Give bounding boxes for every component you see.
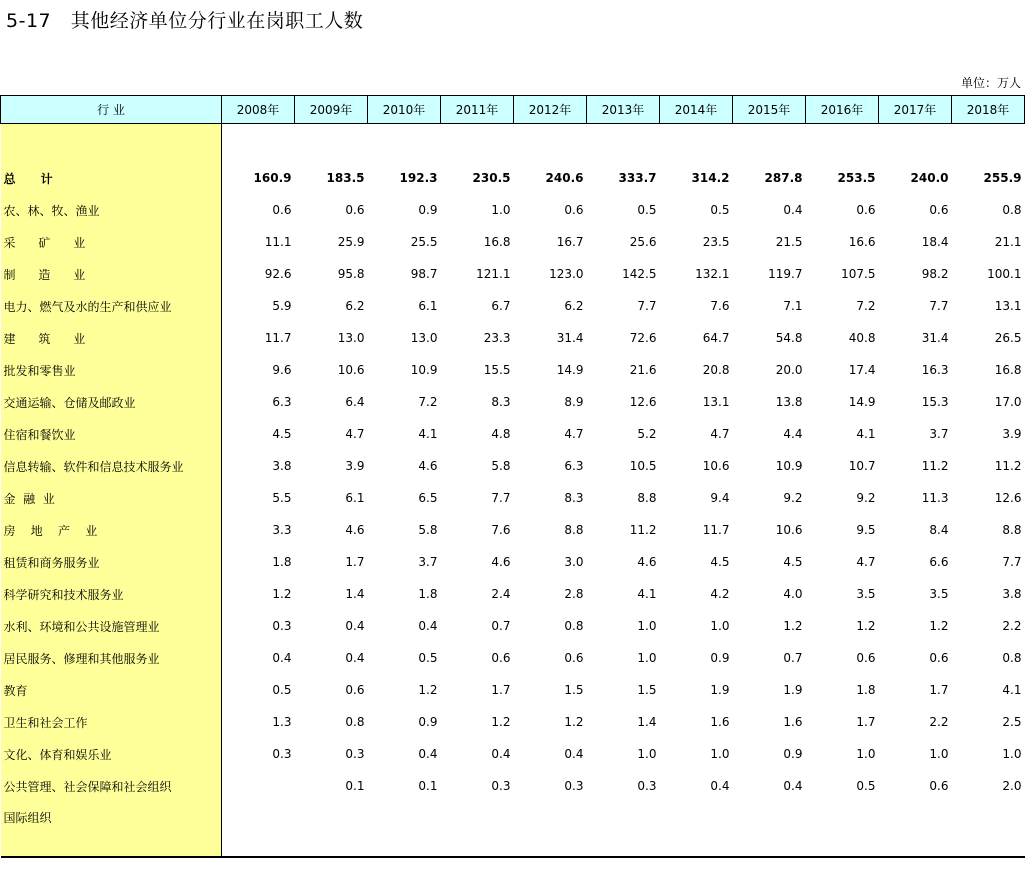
value-cell: 3.5 xyxy=(929,587,949,601)
value-cell: 6.6 xyxy=(929,555,949,569)
value-cell: 26.5 xyxy=(994,331,1022,345)
value-cell xyxy=(806,802,879,857)
value-cell: 7.7 xyxy=(929,299,949,313)
value-cell: 1.0 xyxy=(637,747,657,761)
value-cell: 0.4 xyxy=(345,651,365,665)
value-cell: 0.8 xyxy=(345,715,365,729)
value-cell: 100.1 xyxy=(987,267,1022,281)
value-cell: 6.3 xyxy=(272,395,292,409)
industry-label: 科学研究和技术服务业 xyxy=(1,578,222,610)
value-cell: 0.4 xyxy=(564,747,584,761)
value-cell: 4.1 xyxy=(856,427,876,441)
value-cell: 8.8 xyxy=(1002,523,1022,537)
value-cell: 1.8 xyxy=(418,587,438,601)
value-cell: 7.1 xyxy=(783,299,803,313)
value-cell: 25.9 xyxy=(337,235,365,249)
industry-label: 采 矿 业 xyxy=(1,226,222,258)
value-cell: 4.6 xyxy=(345,523,365,537)
value-cell: 16.7 xyxy=(556,235,584,249)
value-cell: 287.8 xyxy=(764,171,803,185)
value-cell: 4.6 xyxy=(418,459,438,473)
value-cell: 8.4 xyxy=(929,523,949,537)
value-cell: 0.4 xyxy=(345,619,365,633)
value-cell: 1.8 xyxy=(856,683,876,697)
value-cell: 8.8 xyxy=(564,523,584,537)
industry-label: 交通运输、仓储及邮政业 xyxy=(1,386,222,418)
value-cell: 13.0 xyxy=(337,331,365,345)
value-cell: 1.2 xyxy=(491,715,511,729)
header-year: 2015年 xyxy=(733,96,806,124)
value-cell: 0.6 xyxy=(272,203,292,217)
value-cell: 6.7 xyxy=(491,299,511,313)
value-cell: 21.1 xyxy=(994,235,1022,249)
value-cell: 0.8 xyxy=(564,619,584,633)
value-cell: 1.2 xyxy=(856,619,876,633)
value-cell: 1.0 xyxy=(491,203,511,217)
value-cell: 0.6 xyxy=(929,651,949,665)
header-year: 2016年 xyxy=(806,96,879,124)
value-cell: 12.6 xyxy=(994,491,1022,505)
value-cell: 6.4 xyxy=(345,395,365,409)
value-cell: 4.7 xyxy=(564,427,584,441)
industry-label: 公共管理、社会保障和社会组织 xyxy=(1,770,222,802)
value-cell: 16.8 xyxy=(994,363,1022,377)
value-cell: 1.2 xyxy=(272,587,292,601)
value-cell: 1.3 xyxy=(272,715,292,729)
industry-label: 水利、环境和公共设施管理业 xyxy=(1,610,222,642)
value-cell: 4.6 xyxy=(491,555,511,569)
value-cell: 11.2 xyxy=(994,459,1022,473)
value-cell: 72.6 xyxy=(629,331,657,345)
value-cell: 17.4 xyxy=(848,363,876,377)
value-cell: 1.2 xyxy=(929,619,949,633)
unit-label: 单位：万人 xyxy=(960,76,1021,90)
table-row xyxy=(1,482,1025,514)
value-cell: 6.3 xyxy=(564,459,584,473)
value-cell: 0.7 xyxy=(491,619,511,633)
value-cell: 14.9 xyxy=(848,395,876,409)
value-cell xyxy=(295,802,368,857)
table-row xyxy=(1,386,1025,418)
value-cell: 31.4 xyxy=(921,331,949,345)
value-cell: 1.7 xyxy=(345,555,365,569)
value-cell: 5.8 xyxy=(418,523,438,537)
value-cell: 0.6 xyxy=(564,651,584,665)
value-cell: 15.3 xyxy=(921,395,949,409)
value-cell: 13.1 xyxy=(994,299,1022,313)
value-cell: 1.2 xyxy=(783,619,803,633)
value-cell xyxy=(441,802,514,857)
value-cell: 253.5 xyxy=(837,171,876,185)
value-cell: 0.4 xyxy=(710,779,730,793)
table-row xyxy=(1,578,1025,610)
value-cell: 1.9 xyxy=(710,683,730,697)
value-cell: 7.2 xyxy=(418,395,438,409)
industry-label: 卫生和社会工作 xyxy=(1,706,222,738)
industry-label: 居民服务、修理和其他服务业 xyxy=(1,642,222,674)
industry-label: 文化、体育和娱乐业 xyxy=(1,738,222,770)
value-cell xyxy=(879,802,952,857)
value-cell: 4.5 xyxy=(710,555,730,569)
value-cell: 1.4 xyxy=(345,587,365,601)
value-cell: 3.7 xyxy=(929,427,949,441)
value-cell: 9.4 xyxy=(710,491,730,505)
value-cell xyxy=(660,802,733,857)
table-row xyxy=(1,802,1025,857)
header-industry: 行 业 xyxy=(1,96,222,124)
value-cell: 0.5 xyxy=(418,651,438,665)
header-year: 2008年 xyxy=(222,96,295,124)
value-cell: 12.6 xyxy=(629,395,657,409)
value-cell: 3.0 xyxy=(564,555,584,569)
value-cell: 255.9 xyxy=(983,171,1022,185)
value-cell: 10.7 xyxy=(848,459,876,473)
header-row xyxy=(1,96,1025,124)
value-cell: 1.5 xyxy=(564,683,584,697)
value-cell: 9.5 xyxy=(856,523,876,537)
industry-label: 批发和零售业 xyxy=(1,354,222,386)
value-cell xyxy=(222,770,295,802)
table-row xyxy=(1,322,1025,354)
value-cell: 333.7 xyxy=(618,171,657,185)
value-cell: 192.3 xyxy=(399,171,438,185)
value-cell: 0.4 xyxy=(418,619,438,633)
value-cell: 0.8 xyxy=(1002,651,1022,665)
value-cell: 1.7 xyxy=(856,715,876,729)
value-cell: 107.5 xyxy=(841,267,876,281)
value-cell: 98.7 xyxy=(410,267,438,281)
value-cell: 8.9 xyxy=(564,395,584,409)
value-cell: 1.0 xyxy=(856,747,876,761)
industry-label: 农、林、牧、渔业 xyxy=(1,194,222,226)
value-cell: 240.0 xyxy=(910,171,949,185)
value-cell: 11.7 xyxy=(702,523,730,537)
value-cell: 1.7 xyxy=(929,683,949,697)
value-cell: 16.3 xyxy=(921,363,949,377)
value-cell: 142.5 xyxy=(622,267,657,281)
table-row xyxy=(1,450,1025,482)
value-cell: 4.8 xyxy=(491,427,511,441)
value-cell: 9.2 xyxy=(783,491,803,505)
value-cell: 3.8 xyxy=(1002,587,1022,601)
value-cell: 1.0 xyxy=(637,619,657,633)
value-cell: 4.2 xyxy=(710,587,730,601)
value-cell: 3.8 xyxy=(272,459,292,473)
value-cell: 0.6 xyxy=(564,203,584,217)
value-cell: 16.6 xyxy=(848,235,876,249)
header-year: 2011年 xyxy=(441,96,514,124)
value-cell xyxy=(222,802,295,857)
value-cell: 5.2 xyxy=(637,427,657,441)
table-row xyxy=(1,354,1025,386)
value-cell: 0.3 xyxy=(272,619,292,633)
value-cell: 121.1 xyxy=(476,267,511,281)
value-cell: 64.7 xyxy=(702,331,730,345)
value-cell: 6.5 xyxy=(418,491,438,505)
value-cell: 23.3 xyxy=(483,331,511,345)
value-cell: 6.1 xyxy=(345,491,365,505)
value-cell: 4.7 xyxy=(856,555,876,569)
value-cell: 25.6 xyxy=(629,235,657,249)
value-cell: 6.2 xyxy=(564,299,584,313)
value-cell: 0.3 xyxy=(637,779,657,793)
value-cell: 4.5 xyxy=(783,555,803,569)
industry-label: 制 造 业 xyxy=(1,258,222,290)
value-cell: 1.7 xyxy=(491,683,511,697)
value-cell: 2.5 xyxy=(1002,715,1022,729)
value-cell: 11.2 xyxy=(629,523,657,537)
value-cell: 13.1 xyxy=(702,395,730,409)
header-year: 2018年 xyxy=(952,96,1025,124)
table-row xyxy=(1,738,1025,770)
value-cell: 0.4 xyxy=(783,779,803,793)
value-cell: 11.3 xyxy=(921,491,949,505)
table-row xyxy=(1,194,1025,226)
value-cell: 23.5 xyxy=(702,235,730,249)
value-cell: 7.6 xyxy=(710,299,730,313)
value-cell: 8.3 xyxy=(491,395,511,409)
value-cell: 1.2 xyxy=(564,715,584,729)
value-cell: 10.6 xyxy=(775,523,803,537)
value-cell xyxy=(587,802,660,857)
value-cell: 230.5 xyxy=(472,171,511,185)
value-cell: 10.9 xyxy=(775,459,803,473)
value-cell: 0.6 xyxy=(491,651,511,665)
value-cell: 0.4 xyxy=(272,651,292,665)
value-cell: 10.9 xyxy=(410,363,438,377)
value-cell: 0.9 xyxy=(418,203,438,217)
header-year: 2014年 xyxy=(660,96,733,124)
industry-label: 电力、燃气及水的生产和供应业 xyxy=(1,290,222,322)
value-cell: 1.0 xyxy=(1002,747,1022,761)
value-cell: 0.6 xyxy=(345,683,365,697)
value-cell: 1.0 xyxy=(710,619,730,633)
value-cell: 20.0 xyxy=(775,363,803,377)
value-cell xyxy=(368,802,441,857)
value-cell: 3.9 xyxy=(345,459,365,473)
value-cell: 3.7 xyxy=(418,555,438,569)
value-cell: 1.6 xyxy=(710,715,730,729)
table-row xyxy=(1,770,1025,802)
value-cell: 4.7 xyxy=(710,427,730,441)
value-cell: 25.5 xyxy=(410,235,438,249)
value-cell: 5.9 xyxy=(272,299,292,313)
value-cell: 14.9 xyxy=(556,363,584,377)
value-cell: 5.5 xyxy=(272,491,292,505)
value-cell: 1.5 xyxy=(637,683,657,697)
value-cell: 11.2 xyxy=(921,459,949,473)
value-cell: 7.7 xyxy=(491,491,511,505)
value-cell: 6.1 xyxy=(418,299,438,313)
value-cell: 4.4 xyxy=(783,427,803,441)
value-cell: 40.8 xyxy=(848,331,876,345)
value-cell: 1.8 xyxy=(272,555,292,569)
industry-label: 住宿和餐饮业 xyxy=(1,418,222,450)
value-cell xyxy=(733,802,806,857)
value-cell: 0.4 xyxy=(783,203,803,217)
value-cell: 1.9 xyxy=(783,683,803,697)
table-row xyxy=(1,226,1025,258)
table-row xyxy=(1,258,1025,290)
value-cell: 8.8 xyxy=(637,491,657,505)
value-cell: 17.0 xyxy=(994,395,1022,409)
value-cell: 21.5 xyxy=(775,235,803,249)
value-cell: 0.4 xyxy=(418,747,438,761)
value-cell: 15.5 xyxy=(483,363,511,377)
value-cell: 0.5 xyxy=(637,203,657,217)
value-cell: 20.8 xyxy=(702,363,730,377)
value-cell: 9.2 xyxy=(856,491,876,505)
value-cell: 10.6 xyxy=(337,363,365,377)
value-cell: 1.0 xyxy=(637,651,657,665)
industry-label: 总 计 xyxy=(1,162,222,194)
industry-label: 信息转输、软件和信息技术服务业 xyxy=(1,450,222,482)
value-cell: 0.1 xyxy=(345,779,365,793)
value-cell: 3.3 xyxy=(272,523,292,537)
value-cell: 0.6 xyxy=(856,651,876,665)
value-cell: 2.4 xyxy=(491,587,511,601)
value-cell: 4.7 xyxy=(345,427,365,441)
value-cell: 119.7 xyxy=(768,267,803,281)
value-cell: 240.6 xyxy=(545,171,584,185)
table-row xyxy=(1,514,1025,546)
value-cell: 4.1 xyxy=(637,587,657,601)
value-cell: 1.0 xyxy=(710,747,730,761)
header-year: 2013年 xyxy=(587,96,660,124)
value-cell: 4.1 xyxy=(1002,683,1022,697)
value-cell: 1.0 xyxy=(929,747,949,761)
value-cell: 10.5 xyxy=(629,459,657,473)
total-row xyxy=(1,162,1025,194)
value-cell: 160.9 xyxy=(253,171,292,185)
value-cell: 2.0 xyxy=(1002,779,1022,793)
value-cell: 0.9 xyxy=(783,747,803,761)
value-cell: 18.4 xyxy=(921,235,949,249)
value-cell: 2.2 xyxy=(929,715,949,729)
value-cell: 98.2 xyxy=(921,267,949,281)
value-cell: 7.7 xyxy=(637,299,657,313)
value-cell: 16.8 xyxy=(483,235,511,249)
value-cell: 2.8 xyxy=(564,587,584,601)
value-cell: 4.6 xyxy=(637,555,657,569)
value-cell: 5.8 xyxy=(491,459,511,473)
value-cell: 314.2 xyxy=(691,171,730,185)
value-cell: 0.3 xyxy=(272,747,292,761)
value-cell: 7.2 xyxy=(856,299,876,313)
data-table xyxy=(0,95,1025,858)
industry-label: 房 地 产 业 xyxy=(1,514,222,546)
industry-label: 建 筑 业 xyxy=(1,322,222,354)
value-cell: 3.9 xyxy=(1002,427,1022,441)
spacer-row xyxy=(1,124,1025,163)
value-cell: 183.5 xyxy=(326,171,365,185)
value-cell: 11.7 xyxy=(264,331,292,345)
table-row xyxy=(1,546,1025,578)
value-cell: 0.6 xyxy=(929,203,949,217)
value-cell: 6.2 xyxy=(345,299,365,313)
industry-label: 国际组织 xyxy=(1,802,222,857)
value-cell: 1.6 xyxy=(783,715,803,729)
value-cell: 0.9 xyxy=(418,715,438,729)
value-cell: 0.6 xyxy=(929,779,949,793)
value-cell: 123.0 xyxy=(549,267,584,281)
value-cell: 8.3 xyxy=(564,491,584,505)
table-row xyxy=(1,418,1025,450)
value-cell: 0.5 xyxy=(856,779,876,793)
value-cell: 7.6 xyxy=(491,523,511,537)
value-cell: 13.8 xyxy=(775,395,803,409)
value-cell: 13.0 xyxy=(410,331,438,345)
value-cell: 0.9 xyxy=(710,651,730,665)
value-cell: 4.1 xyxy=(418,427,438,441)
value-cell xyxy=(952,802,1025,857)
value-cell: 2.2 xyxy=(1002,619,1022,633)
value-cell: 3.5 xyxy=(856,587,876,601)
industry-label: 租赁和商务服务业 xyxy=(1,546,222,578)
value-cell: 0.8 xyxy=(1002,203,1022,217)
value-cell: 9.6 xyxy=(272,363,292,377)
header-year: 2017年 xyxy=(879,96,952,124)
value-cell: 4.5 xyxy=(272,427,292,441)
page-title: 5-17 其他经济单位分行业在岗职工人数 xyxy=(6,10,364,32)
value-cell: 11.1 xyxy=(264,235,292,249)
value-cell: 0.6 xyxy=(345,203,365,217)
value-cell: 10.6 xyxy=(702,459,730,473)
value-cell: 1.2 xyxy=(418,683,438,697)
value-cell: 132.1 xyxy=(695,267,730,281)
value-cell: 21.6 xyxy=(629,363,657,377)
value-cell: 54.8 xyxy=(775,331,803,345)
industry-label: 教育 xyxy=(1,674,222,706)
value-cell: 0.3 xyxy=(564,779,584,793)
table-row xyxy=(1,610,1025,642)
value-cell: 95.8 xyxy=(337,267,365,281)
header-year: 2012年 xyxy=(514,96,587,124)
value-cell xyxy=(514,802,587,857)
header-year: 2009年 xyxy=(295,96,368,124)
value-cell: 92.6 xyxy=(264,267,292,281)
value-cell: 1.4 xyxy=(637,715,657,729)
table-row xyxy=(1,642,1025,674)
value-cell: 0.6 xyxy=(856,203,876,217)
value-cell: 0.7 xyxy=(783,651,803,665)
value-cell: 0.3 xyxy=(491,779,511,793)
table-row xyxy=(1,706,1025,738)
value-cell: 0.1 xyxy=(418,779,438,793)
table-row xyxy=(1,674,1025,706)
value-cell: 31.4 xyxy=(556,331,584,345)
table-row xyxy=(1,290,1025,322)
header-year: 2010年 xyxy=(368,96,441,124)
value-cell: 0.4 xyxy=(491,747,511,761)
industry-label: 金 融 业 xyxy=(1,482,222,514)
value-cell: 7.7 xyxy=(1002,555,1022,569)
value-cell: 4.0 xyxy=(783,587,803,601)
value-cell: 0.5 xyxy=(272,683,292,697)
value-cell: 0.3 xyxy=(345,747,365,761)
value-cell: 0.5 xyxy=(710,203,730,217)
